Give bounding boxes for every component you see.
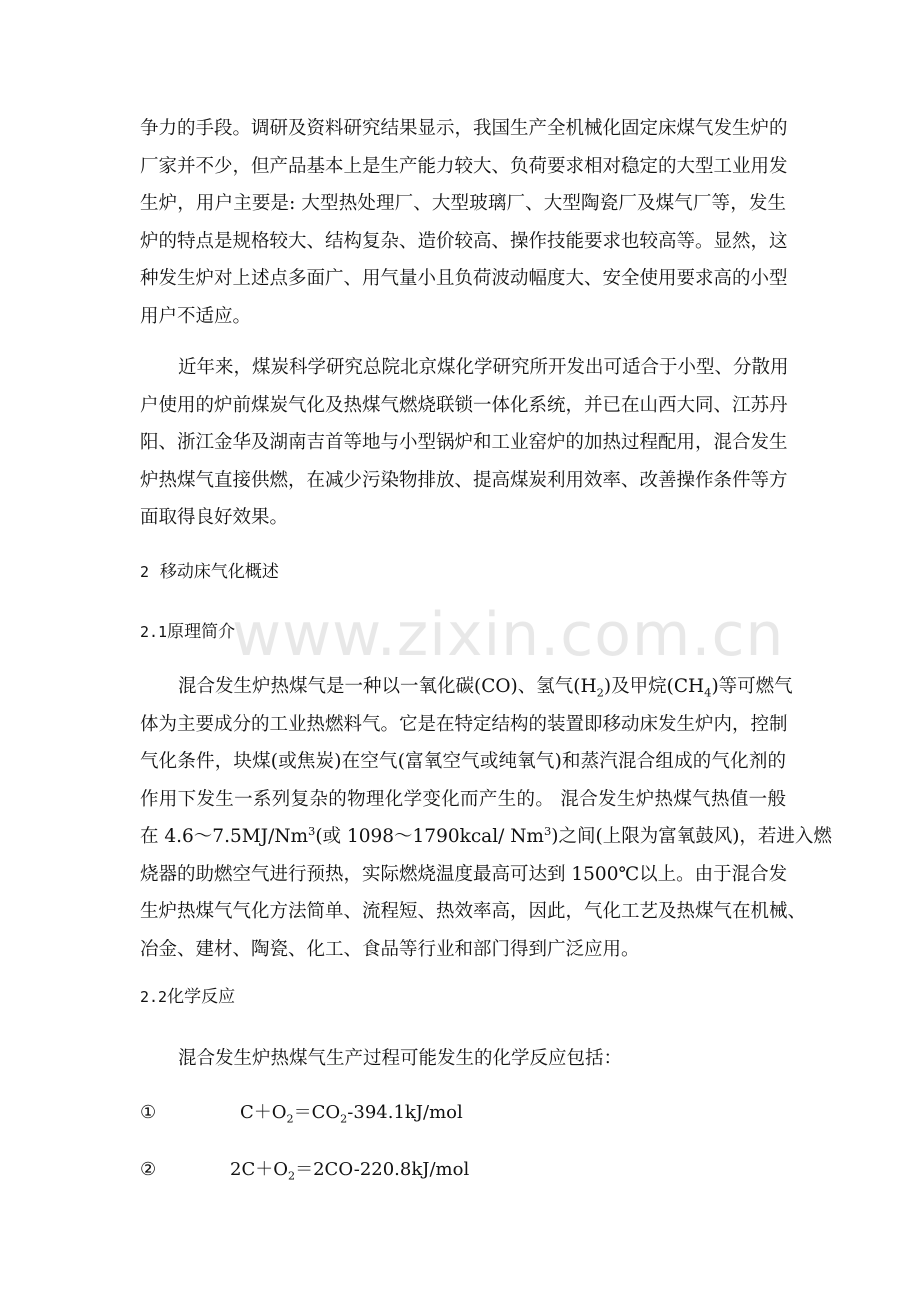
equation-1 xyxy=(140,1101,463,1125)
equation-marker: ② xyxy=(140,1159,157,1180)
section-heading-2 xyxy=(140,560,279,584)
section-number: 2.2 xyxy=(140,988,168,1006)
text-line: 阳、浙江金华及湖南吉首等地与小型锅炉和工业窑炉的加热过程配用，混合发生 xyxy=(140,432,788,453)
text-line: 炉的特点是规格较大、结构复杂、造价较高、操作技能要求也较高等。显然，这 xyxy=(140,230,788,252)
paragraph-intro-continuation xyxy=(140,110,786,335)
text-line: 冶金、建材、陶瓷、化工、食品等行业和部门得到广泛应用。 xyxy=(140,938,640,960)
watermark: www.zixin.com.cn xyxy=(232,600,785,670)
text-line: 厂家并不少，但产品基本上是生产能力较大、负荷要求相对稳定的大型工业用发 xyxy=(140,155,788,177)
section-title: 化学反应 xyxy=(167,987,236,1007)
text-line: 生炉，用户主要是: 大型热处理厂、大型玻璃厂、大型陶瓷厂及煤气厂等，发生 xyxy=(140,193,786,214)
paragraph-principle xyxy=(140,668,832,968)
section-heading-2-2 xyxy=(140,985,235,1009)
paragraph-recent-development xyxy=(140,349,789,537)
text-line: 炉热煤气直接供燃，在减少污染物排放、提高煤炭利用效率、改善操作条件等方 xyxy=(140,469,788,491)
text-line: 体为主要成分的工业热燃料气。它是在特定结构的装置即移动床发生炉内，控制 xyxy=(140,713,788,735)
text-line: 在 4.6～7.5MJ/Nm$^3$(或 1098～1790kcal/ Nm$^3$)之间(上限为富氧鼓风)，若进入燃 xyxy=(140,823,832,847)
text-line: 面取得良好效果。 xyxy=(140,507,289,528)
text-line: 作用下发生一系列复杂的物理化学变化而产生的。 混合发生炉热煤气热值一般 xyxy=(140,788,786,810)
section-number: 2.1 xyxy=(140,623,168,641)
text-line: 气化条件，块煤(或焦炭)在空气(富氧空气或纯氧气)和蒸汽混合组成的气化剂的 xyxy=(140,751,786,772)
text-line: 近年来，煤炭科学研究总院北京煤化学研究所开发出可适合于小型、分散用 xyxy=(178,357,789,378)
equation-formula: $C+O_2=CO_2-394.1kJ$/mol xyxy=(240,1102,463,1126)
text-line: 户使用的炉前煤炭气化及热煤气燃烧联锁一体化系统，并已在山西大同、江苏丹 xyxy=(140,394,788,416)
text-line: 混合发生炉热煤气是一种以一氧化碳(CO)、氢气$(H_2)$及甲烷$(CH_4)$等可燃气 xyxy=(178,676,793,700)
text-line: 烧器的助燃空气进行预热，实际燃烧温度最高可达到 1500℃以上。由于混合发 xyxy=(140,863,788,885)
equation-marker: ① xyxy=(140,1102,157,1123)
section-number: 2 xyxy=(140,563,150,581)
paragraph-reactions-intro xyxy=(140,1040,786,1078)
text-line: 生炉热煤气气化方法简单、流程短、热效率高，因此，气化工艺及热煤气在机械、 xyxy=(140,901,807,922)
equation-2 xyxy=(140,1158,469,1182)
text-line: 混合发生炉热煤气生产过程可能发生的化学反应包括： xyxy=(178,1048,623,1069)
text-line: 用户不适应。 xyxy=(140,305,252,327)
section-title: 移动床气化概述 xyxy=(159,562,279,582)
text-line: 争力的手段。调研及资料研究结果显示，我国生产全机械化固定床煤气发生炉的 xyxy=(140,118,788,139)
section-heading-2-1 xyxy=(140,620,235,644)
section-title: 原理简介 xyxy=(167,622,236,642)
text-line: 种发生炉对上述点多面广、用气量小且负荷波动幅度大、安全使用要求高的小型 xyxy=(140,268,788,289)
equation-formula: $2C+O_2=2CO-220.8kJ$/mol xyxy=(230,1159,470,1183)
